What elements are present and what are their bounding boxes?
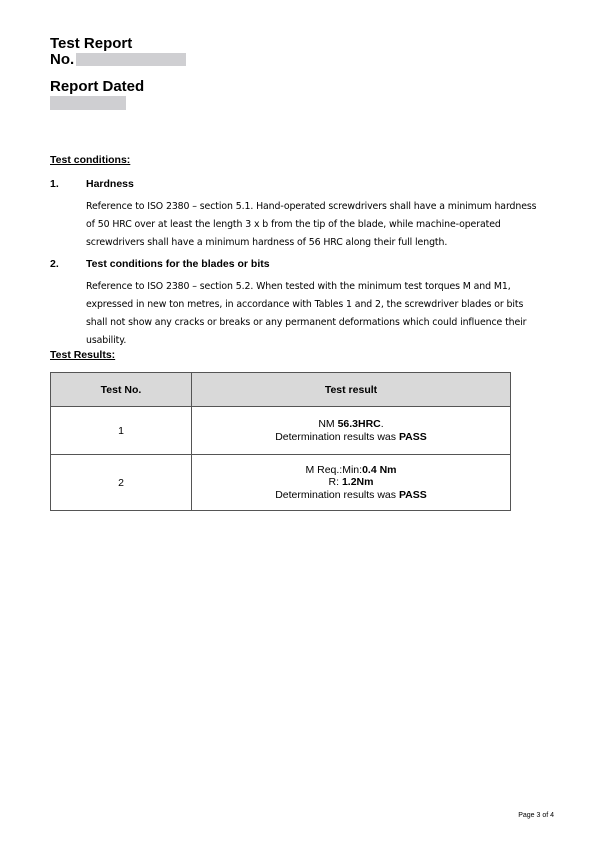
- result-line: [193, 476, 509, 489]
- result-value: 1.2Nm: [341, 476, 374, 489]
- condition-1-heading: Hardness: [86, 178, 134, 190]
- redacted-report-number: [76, 53, 186, 66]
- results-table: [50, 372, 511, 511]
- result-text: NM: [318, 418, 338, 430]
- result-verdict: PASS: [398, 488, 427, 501]
- test-no-cell: 1: [51, 407, 192, 455]
- test-no-cell: 2: [51, 455, 192, 511]
- table-header-row: [51, 373, 511, 407]
- result-line: [193, 418, 509, 431]
- result-text: Determination results was: [275, 430, 399, 443]
- table-row: [51, 407, 511, 455]
- condition-1-number: 1.: [50, 178, 59, 190]
- redacted-report-date: [50, 96, 126, 110]
- result-text: Determination results was: [275, 488, 399, 501]
- report-dated-label: Report Dated: [50, 78, 145, 95]
- condition-2-number: 2.: [50, 258, 59, 270]
- result-line: [193, 431, 509, 444]
- condition-2-text: Reference to ISO 2380 – section 5.2. When tested with the minimum test torques M and M1, expressed in new ton metres, in accordance with Tables 1 and 2, the screwdriver blades or bits shall not show any cracks or breaks or any permanent deformations which could influence their usability.: [86, 281, 527, 346]
- result-text: .: [380, 418, 384, 430]
- condition-2-heading: Test conditions for the blades or bits: [86, 258, 270, 270]
- column-header-test-result: Test result: [192, 373, 511, 407]
- test-results-title: Test Results:: [50, 349, 116, 361]
- test-result-cell: [192, 455, 511, 511]
- result-line: [193, 464, 509, 477]
- condition-1-text: Reference to ISO 2380 – section 5.1. Hand-operated screwdrivers shall have a minimum hardness of 50 HRC over at least the length 3 x b from the tip of the blade, while machine-operated screwdrivers shall have a minimum hardness of 56 HRC along their full length.: [86, 201, 537, 248]
- result-verdict: PASS: [398, 430, 427, 443]
- page-number: Page 3 of 4: [518, 812, 554, 819]
- result-line: [193, 489, 509, 502]
- result-value: 0.4 Nm: [362, 463, 397, 476]
- column-header-test-no: Test No.: [51, 373, 192, 407]
- test-conditions-title: Test conditions:: [50, 154, 131, 166]
- test-result-cell: [192, 407, 511, 455]
- result-text: R:: [328, 476, 342, 489]
- report-number-label: No.: [50, 51, 75, 68]
- table-row: [51, 455, 511, 511]
- report-title: Test Report: [50, 35, 133, 52]
- result-text: M Req.:Min:: [305, 463, 363, 476]
- result-value: 56.3HRC: [337, 418, 381, 430]
